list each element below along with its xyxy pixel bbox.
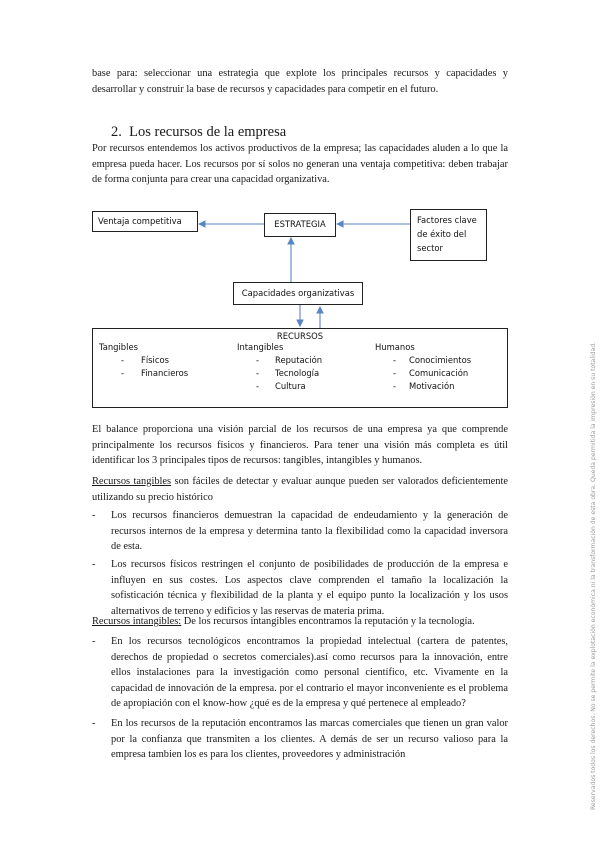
paragraph-tangibles [92,474,508,505]
bullet-technology: - En los recursos tecnológicos encontramos la propiedad intelectual (cartera de patentes, derechos de propiedad o secretos comerciales).así como recursos para la innovación, entre ellos instalaciones para la investigación como personal científico, etc. Vivamente en la capacidad de innovación de la empresa. por el contrario el mayor inconveniente es el problema de apropiación con el know-how ¿qué es de la empresa y qué pertenece al empleado? [92,634,508,712]
list-item: - Financieros [121,368,189,378]
bullet-text: Los recursos físicos restringen el conjunto de posibilidades de producción de la empresa e influyen en sus costes. Los aspectos clave comprenden el tamaño la localización la sofisticación técnica y flexibilidad de la planta y el equipo punto la localización y los usos alternativos de terreno y edificios y las reservas de materia prima. [111,559,508,617]
column-header: Tangibles [99,342,138,352]
box-line: Factores clave [417,215,477,225]
paragraph-balance: El balance proporciona una visión parcial de los recursos de una empresa ya que comprende principalmente los recursos físicos y financieros. Para tener una visión más completa es útil identificar los 3 principales tipos de recursos: tangibles, intangibles y humanos. [92,424,508,466]
column-humanos [375,341,471,393]
list-item: - Reputación [256,355,322,365]
box-key-success-factors [410,209,487,261]
box-label: ESTRATEGIA [274,219,326,229]
bullet-text: En los recursos tecnológicos encontramos la propiedad intelectual (cartera de patentes, derechos de propiedad o secretos comerciales).así como recursos para la innovación, entre ellos instalaciones para la investigación como personal científico, etc. Vivamente en la capacidad de innovación de la empresa. por el contrario el mayor inconveniente es el problema de apropiación con el know-how ¿qué es de la empresa y qué pertenece al empleado? [111,636,508,709]
bullet-financial: - Los recursos financieros demuestran la capacidad de endeudamiento y la generación de recursos internos de la empresa y determina tanto la flexibilidad como la capacidad inversora de esta. [92,508,508,555]
box-resources [92,328,508,408]
list-item: - Comunicación [393,368,469,378]
copyright-notice: Reservados todos los derechos. No se permite la explotación económica ni la transformación de esta obra. Queda permitida la impresión en su totalidad. [590,341,597,810]
box-line: de éxito del [417,229,467,239]
intangibles-text: De los recursos intangibles encontramos la reputación y la tecnología. [181,616,475,627]
bullet-physical: - Los recursos físicos restringen el conjunto de posibilidades de producción de la empresa e influyen en sus costes. Los aspectos clave comprenden el tamaño la localización la sofisticación técnica y flexibilidad de la planta y el equipo punto la localización y los usos alternativos de terreno y edificios y las reservas de materia prima. [92,557,508,619]
list-item: - Conocimientos [393,355,472,365]
box-line: sector [417,243,443,253]
box-strategy [264,213,336,237]
bullet-reputation: - En los recursos de la reputación encontramos las marcas comerciales que tienen un gran valor por la confianza que transmiten a los clientes. A demás de ser un recurso valioso para la empresa tambien los es para los clientes, proveedores y administración [92,716,508,763]
bullet-text: Los recursos financieros demuestran la capacidad de endeudamiento y la generación de recursos internos de la empresa y determina tanto la flexibilidad como la capacidad inversora de esta. [111,510,508,552]
paragraph-intangibles [92,614,508,630]
box-label: Capacidades organizativas [241,288,355,298]
tangibles-label: Recursos tangibles [92,476,172,487]
list-item: - Cultura [256,381,306,391]
column-intangibles [237,341,322,393]
intangibles-label: Recursos intangibles: [92,616,182,627]
list-item: - Motivación [393,381,455,391]
bullet-text: En los recursos de la reputación encontramos las marcas comerciales que tienen un gran valor por la confianza que transmiten a los clientes. A demás de ser un recurso valioso para la empresa tambien los es para los clientes, proveedores y administración [111,718,508,760]
list-item: - Físicos [121,355,169,365]
copyright-sidebar [582,110,597,810]
column-header: Humanos [375,342,415,352]
box-label: Ventaja competitiva [98,216,182,226]
section-title: Los recursos de la empresa [129,124,287,140]
section-number: 2. [111,124,122,140]
paragraph-definition: Por recursos entendemos los activos productivos de la empresa; las capacidades aluden a lo que la empresa pueda hacer. Los recursos por sí solos no generan una ventaja competitiva: deben trabajar de forma conjunta para crear una capacidad organizativa. [92,143,508,185]
list-item: - Tecnología [256,368,320,378]
tangibles-text: son fáciles de detectar y evaluar aunque pueden ser valorados deficientemente utilizando su precio histórico [92,476,508,503]
intro-paragraph: base para: seleccionar una estrategia que explote los principales recursos y capacidades y desarrollar y construir la base de recursos y capacidades para competir en el futuro. [92,68,508,95]
box-organizational-capabilities [233,282,363,305]
resources-title: RECURSOS [276,331,324,341]
column-header: Intangibles [237,342,284,352]
box-competitive-advantage [92,211,198,232]
column-tangibles [99,341,188,380]
